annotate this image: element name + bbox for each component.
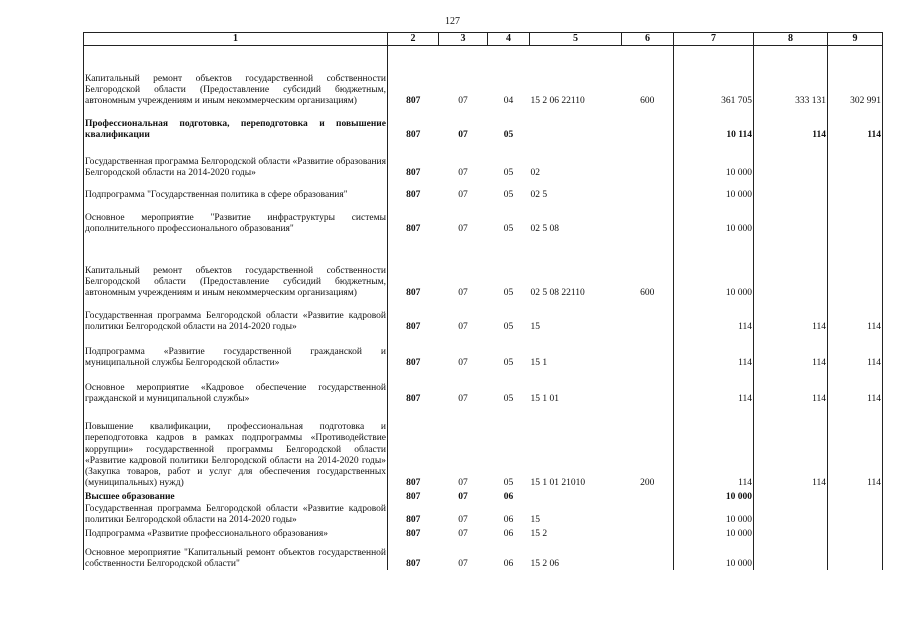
amount-year3-cell: 114 xyxy=(828,334,883,370)
table-row xyxy=(84,236,883,300)
amount-year3-cell xyxy=(828,504,883,526)
amount-year1-cell: 114 xyxy=(674,406,754,490)
admin-code-cell: 807 xyxy=(406,322,421,333)
section-cell: 07 xyxy=(458,96,468,107)
amount-year3-cell xyxy=(828,180,883,202)
amount-year3-cell xyxy=(828,490,883,504)
amount-year1-cell: 114 xyxy=(674,334,754,370)
amount-year1-cell: 10 000 xyxy=(674,236,754,300)
row-name-cell: Подпрограмма «Развитие профессионального образования» xyxy=(84,526,388,540)
expense-type-cell xyxy=(622,490,674,504)
amount-year3-cell xyxy=(828,202,883,236)
row-name-cell: Основное мероприятие «Кадровое обеспечение государственной гражданской и муниципальной службы» xyxy=(84,370,388,406)
subsection-cell: 04 xyxy=(503,96,514,107)
table-row xyxy=(84,142,883,180)
amount-year2-cell xyxy=(754,180,828,202)
amount-year1-cell: 10 114 xyxy=(674,108,754,142)
subsection-cell: 05 xyxy=(503,190,514,201)
expense-type-cell xyxy=(622,370,674,406)
row-name-cell: Профессиональная подготовка, переподготовка и повышение квалификации xyxy=(84,108,388,142)
table-row xyxy=(84,406,883,490)
table-header xyxy=(84,33,883,46)
table-row xyxy=(84,526,883,540)
section-cell: 07 xyxy=(458,130,468,141)
section-cell: 07 xyxy=(458,190,468,201)
section-cell: 07 xyxy=(458,558,468,569)
row-name-cell: Государственная программа Белгородской области «Развитие образования Белгородской области на 2014-2020 годы» xyxy=(84,142,388,180)
row-name-cell: Государственная программа Белгородской области «Развитие кадровой политики Белгородской области на 2014-2020 годы» xyxy=(85,503,386,525)
subsection-cell: 05 xyxy=(503,130,514,141)
admin-code-cell: 807 xyxy=(406,190,421,201)
amount-year3-cell: 114 xyxy=(828,370,883,406)
column-header: 7 xyxy=(674,33,754,46)
amount-year2-cell xyxy=(754,540,828,570)
budget-table xyxy=(83,32,883,570)
expense-type-cell xyxy=(622,300,674,334)
row-name-cell: Основное мероприятие "Капитальный ремонт объектов государственной собственности Белгородской области" xyxy=(84,540,388,570)
expense-type-cell xyxy=(622,504,674,526)
amount-year1-cell: 10 000 xyxy=(674,490,754,504)
amount-year3-cell xyxy=(828,142,883,180)
subsection-cell: 06 xyxy=(503,558,514,569)
subsection-cell: 06 xyxy=(503,492,514,503)
target-article-cell: 02 5 08 22110 xyxy=(530,288,585,299)
row-name-cell: Повышение квалификации, профессиональная подготовка и переподготовка кадров в рамках подпрограммы «Противодействие коррупции» государственной программы Белгородской области «Развитие кадровой политики Белгородской области на 2014-2020 годы» (Закупка товаров, работ и услуг для обеспечения государственных (муниципальных) нужд) xyxy=(84,406,388,490)
table-row xyxy=(84,108,883,142)
target-article-cell: 15 xyxy=(530,322,540,333)
row-name-cell: Подпрограмма «Развитие государственной гражданской и муниципальной службы Белгородской области» xyxy=(84,334,388,370)
expense-type-cell: 600 xyxy=(622,46,674,108)
section-cell: 07 xyxy=(458,394,468,405)
target-article-cell: 15 2 06 xyxy=(530,558,559,569)
amount-year3-cell: 114 xyxy=(828,108,883,142)
table-body xyxy=(84,46,883,570)
amount-year1-cell: 10 000 xyxy=(674,142,754,180)
amount-year1-cell: 10 000 xyxy=(674,526,754,540)
table-row xyxy=(84,300,883,334)
admin-code-cell: 807 xyxy=(406,394,421,405)
expense-type-cell xyxy=(622,334,674,370)
column-header: 5 xyxy=(530,33,622,46)
target-article-cell: 15 1 01 xyxy=(530,394,559,405)
table-row xyxy=(84,504,883,526)
admin-code-cell: 807 xyxy=(406,288,421,299)
page-number: 127 xyxy=(445,16,460,27)
amount-year3-cell: 114 xyxy=(828,406,883,490)
section-cell: 07 xyxy=(458,478,468,489)
table-row xyxy=(84,334,883,370)
expense-type-cell: 200 xyxy=(622,406,674,490)
column-header: 2 xyxy=(388,33,439,46)
target-article-cell: 02 5 08 xyxy=(530,224,559,235)
row-name-cell: Основное мероприятие "Развитие инфраструктуры системы дополнительного профессионального образования" xyxy=(84,202,388,236)
target-article-cell xyxy=(530,108,622,142)
admin-code-cell: 807 xyxy=(406,558,421,569)
subsection-cell: 05 xyxy=(503,224,514,235)
target-article-cell xyxy=(530,490,622,504)
amount-year2-cell: 114 xyxy=(754,334,828,370)
amount-year3-cell: 302 991 xyxy=(828,46,883,108)
subsection-cell: 05 xyxy=(503,358,514,369)
target-article-cell: 15 1 01 21010 xyxy=(530,478,586,489)
subsection-cell: 06 xyxy=(503,514,514,525)
row-name-cell: Подпрограмма "Государственная политика в сфере образования" xyxy=(84,180,388,202)
table-row xyxy=(84,180,883,202)
admin-code-cell: 807 xyxy=(406,478,421,489)
section-cell: 07 xyxy=(458,224,468,235)
admin-code-cell: 807 xyxy=(406,492,421,503)
amount-year1-cell: 10 000 xyxy=(674,540,754,570)
row-name-cell: Капитальный ремонт объектов государственной собственности Белгородской области (Предоставление субсидий бюджетным, автономным учреждениям и иным некоммерческим организациям) xyxy=(84,236,388,300)
table-row xyxy=(84,202,883,236)
amount-year1-cell: 114 xyxy=(674,370,754,406)
amount-year2-cell: 114 xyxy=(754,300,828,334)
column-header: 1 xyxy=(84,33,388,46)
column-header: 9 xyxy=(828,33,883,46)
target-article-cell: 15 2 xyxy=(530,528,548,539)
amount-year2-cell xyxy=(754,236,828,300)
expense-type-cell xyxy=(622,108,674,142)
expense-type-cell xyxy=(622,540,674,570)
amount-year2-cell: 114 xyxy=(754,406,828,490)
column-header: 4 xyxy=(488,33,530,46)
amount-year3-cell xyxy=(828,526,883,540)
section-cell: 07 xyxy=(458,288,468,299)
amount-year2-cell: 333 131 xyxy=(754,46,828,108)
expense-type-cell xyxy=(622,202,674,236)
amount-year2-cell xyxy=(754,490,828,504)
table-row xyxy=(84,490,883,504)
subsection-cell: 05 xyxy=(503,168,514,179)
amount-year3-cell xyxy=(828,236,883,300)
admin-code-cell: 807 xyxy=(406,528,421,539)
amount-year1-cell: 361 705 xyxy=(674,46,754,108)
subsection-cell: 05 xyxy=(503,322,514,333)
subsection-cell: 05 xyxy=(503,478,514,489)
section-cell: 07 xyxy=(458,492,468,503)
row-name-cell: Государственная программа Белгородской области «Развитие кадровой политики Белгородской области на 2014-2020 годы» xyxy=(84,300,388,334)
expense-type-cell: 600 xyxy=(622,236,674,300)
subsection-cell: 05 xyxy=(503,288,514,299)
column-header: 6 xyxy=(622,33,674,46)
amount-year3-cell: 114 xyxy=(828,300,883,334)
subsection-cell: 05 xyxy=(503,394,514,405)
amount-year2-cell xyxy=(754,526,828,540)
admin-code-cell: 807 xyxy=(406,514,421,525)
column-header: 8 xyxy=(754,33,828,46)
target-article-cell: 02 xyxy=(530,168,540,179)
section-cell: 07 xyxy=(458,168,468,179)
row-name-cell: Высшее образование xyxy=(84,490,388,504)
admin-code-cell: 807 xyxy=(406,358,421,369)
table-row xyxy=(84,370,883,406)
amount-year2-cell xyxy=(754,504,828,526)
admin-code-cell: 807 xyxy=(406,224,421,235)
amount-year1-cell: 10 000 xyxy=(674,180,754,202)
admin-code-cell: 807 xyxy=(406,168,421,179)
target-article-cell: 15 2 06 22110 xyxy=(530,96,585,107)
table-row xyxy=(84,540,883,570)
section-cell: 07 xyxy=(458,358,468,369)
expense-type-cell xyxy=(622,526,674,540)
amount-year2-cell xyxy=(754,202,828,236)
target-article-cell: 02 5 xyxy=(530,190,548,201)
amount-year2-cell: 114 xyxy=(754,108,828,142)
column-header: 3 xyxy=(439,33,488,46)
amount-year1-cell: 10 000 xyxy=(674,202,754,236)
amount-year3-cell xyxy=(828,540,883,570)
target-article-cell: 15 1 xyxy=(530,358,548,369)
expense-type-cell xyxy=(622,180,674,202)
section-cell: 07 xyxy=(458,528,468,539)
section-cell: 07 xyxy=(458,322,468,333)
amount-year1-cell: 114 xyxy=(674,300,754,334)
admin-code-cell: 807 xyxy=(406,96,421,107)
table-row xyxy=(84,46,883,108)
section-cell: 07 xyxy=(458,514,468,525)
amount-year2-cell xyxy=(754,142,828,180)
target-article-cell: 15 xyxy=(530,514,540,525)
subsection-cell: 06 xyxy=(503,528,514,539)
amount-year2-cell: 114 xyxy=(754,370,828,406)
row-name-cell: Капитальный ремонт объектов государственной собственности Белгородской области (Предоставление субсидий бюджетным, автономным учреждениям и иным некоммерческим организациям) xyxy=(84,46,388,108)
amount-year1-cell: 10 000 xyxy=(674,504,754,526)
expense-type-cell xyxy=(622,142,674,180)
admin-code-cell: 807 xyxy=(406,130,421,141)
